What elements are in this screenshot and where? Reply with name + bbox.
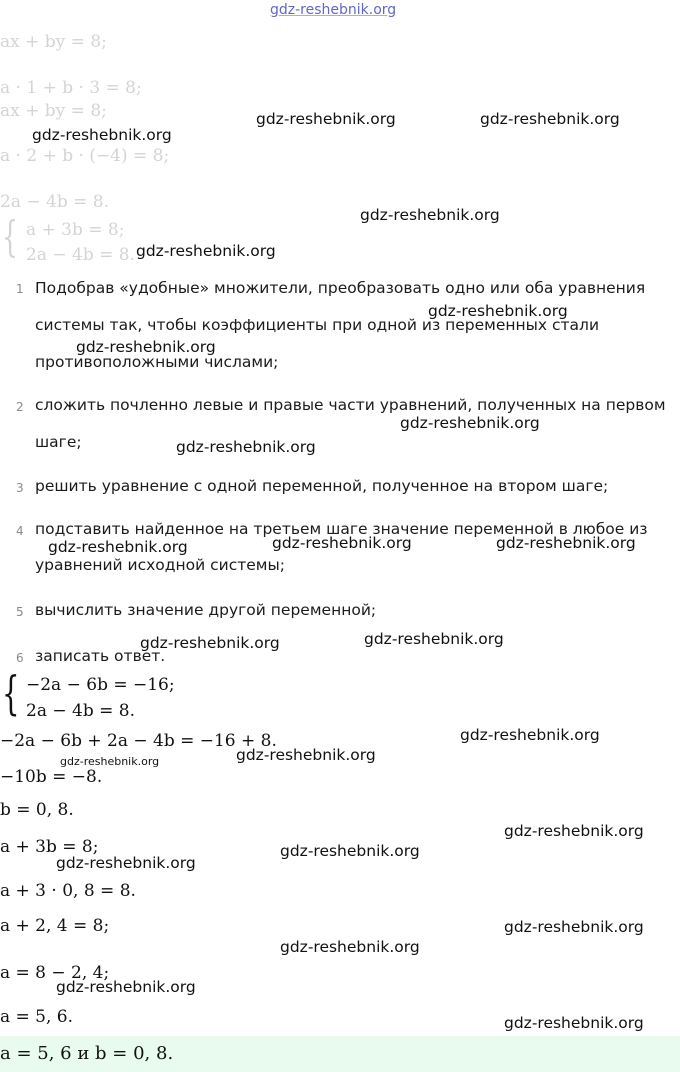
- watermark-text: gdz-reshebnik.org: [76, 338, 216, 356]
- step-6-number: 6: [16, 651, 24, 665]
- solution-line-8: a = 5, 6.: [0, 1007, 74, 1027]
- solution-line-7: a = 8 − 2, 4;: [0, 963, 110, 983]
- solution-line-2: −10b = −8.: [0, 767, 103, 787]
- faded-equation-1: ax + by = 8;: [0, 32, 107, 52]
- step-1-number: 1: [16, 282, 24, 296]
- watermark-text: gdz-reshebnik.org: [176, 438, 316, 456]
- faded-equation-3: ax + by = 8;: [0, 101, 107, 121]
- step-2-number: 2: [16, 400, 24, 414]
- step-1-text: Подобрав «удобные» множители, преобразовать одно или оба уравнения системы так, чтобы коэффициенты при одной из переменных стали противоположными числами;: [35, 279, 646, 371]
- step-3-text: решить уравнение с одной переменной, полученное на втором шаге;: [35, 477, 609, 495]
- step-3-number: 3: [16, 481, 24, 495]
- watermark-text: gdz-reshebnik.org: [428, 302, 568, 320]
- faded-equation-5: 2a − 4b = 8.: [0, 192, 109, 212]
- watermark-text: gdz-reshebnik.org: [56, 854, 196, 872]
- step-5-text: вычислить значение другой переменной;: [35, 601, 377, 619]
- solution-line-5: a + 3 · 0, 8 = 8.: [0, 881, 136, 901]
- watermark-text: gdz-reshebnik.org: [400, 414, 540, 432]
- solution-line-6: a + 2, 4 = 8;: [0, 916, 110, 936]
- answer-highlight: [0, 1036, 680, 1072]
- solution-system-eq-2: 2a − 4b = 8.: [26, 701, 135, 721]
- solution-line-1: −2a − 6b + 2a − 4b = −16 + 8.: [0, 731, 277, 751]
- watermark-text: gdz-reshebnik.org: [360, 206, 500, 224]
- watermark-text: gdz-reshebnik.org: [364, 630, 504, 648]
- watermark-text: gdz-reshebnik.org: [256, 110, 396, 128]
- step-4-number: 4: [16, 524, 24, 538]
- watermark-text: gdz-reshebnik.org: [280, 938, 420, 956]
- solution-system-eq-1: −2a − 6b = −16;: [26, 675, 175, 695]
- solution-line-4: a + 3b = 8;: [0, 837, 99, 857]
- watermark-text-small: gdz-reshebnik.org: [60, 755, 160, 768]
- faded-system-brace: {: [2, 212, 19, 261]
- header-watermark-link[interactable]: gdz-reshebnik.org: [270, 2, 397, 18]
- watermark-text: gdz-reshebnik.org: [272, 534, 412, 552]
- watermark-text: gdz-reshebnik.org: [460, 726, 600, 744]
- solution-line-3: b = 0, 8.: [0, 800, 74, 820]
- watermark-text: gdz-reshebnik.org: [480, 110, 620, 128]
- step-6-text: записать ответ.: [35, 647, 166, 665]
- faded-equation-2: a · 1 + b · 3 = 8;: [0, 78, 142, 98]
- answer-text: a = 5, 6 и b = 0, 8.: [0, 1043, 174, 1064]
- step-5-number: 5: [16, 605, 24, 619]
- watermark-text: gdz-reshebnik.org: [504, 1014, 644, 1032]
- watermark-text: gdz-reshebnik.org: [236, 746, 376, 764]
- solution-system-brace: {: [2, 666, 20, 720]
- watermark-text: gdz-reshebnik.org: [496, 534, 636, 552]
- step-2-text: сложить почленно левые и правые части уравнений, полученных на первом шаге;: [35, 396, 666, 451]
- watermark-text: gdz-reshebnik.org: [56, 978, 196, 996]
- watermark-text: gdz-reshebnik.org: [504, 918, 644, 936]
- watermark-text: gdz-reshebnik.org: [280, 842, 420, 860]
- watermark-text: gdz-reshebnik.org: [136, 242, 276, 260]
- faded-system-eq-2: 2a − 4b = 8.: [26, 245, 135, 265]
- watermark-text: gdz-reshebnik.org: [504, 822, 644, 840]
- watermark-text: gdz-reshebnik.org: [32, 126, 172, 144]
- faded-equation-4: a · 2 + b · (−4) = 8;: [0, 146, 170, 166]
- watermark-text: gdz-reshebnik.org: [140, 634, 280, 652]
- step-4-text: подставить найденное на третьем шаге значение переменной в любое из уравнений исходной системы;: [35, 520, 648, 574]
- watermark-text: gdz-reshebnik.org: [48, 538, 188, 556]
- faded-system-eq-1: a + 3b = 8;: [26, 220, 125, 240]
